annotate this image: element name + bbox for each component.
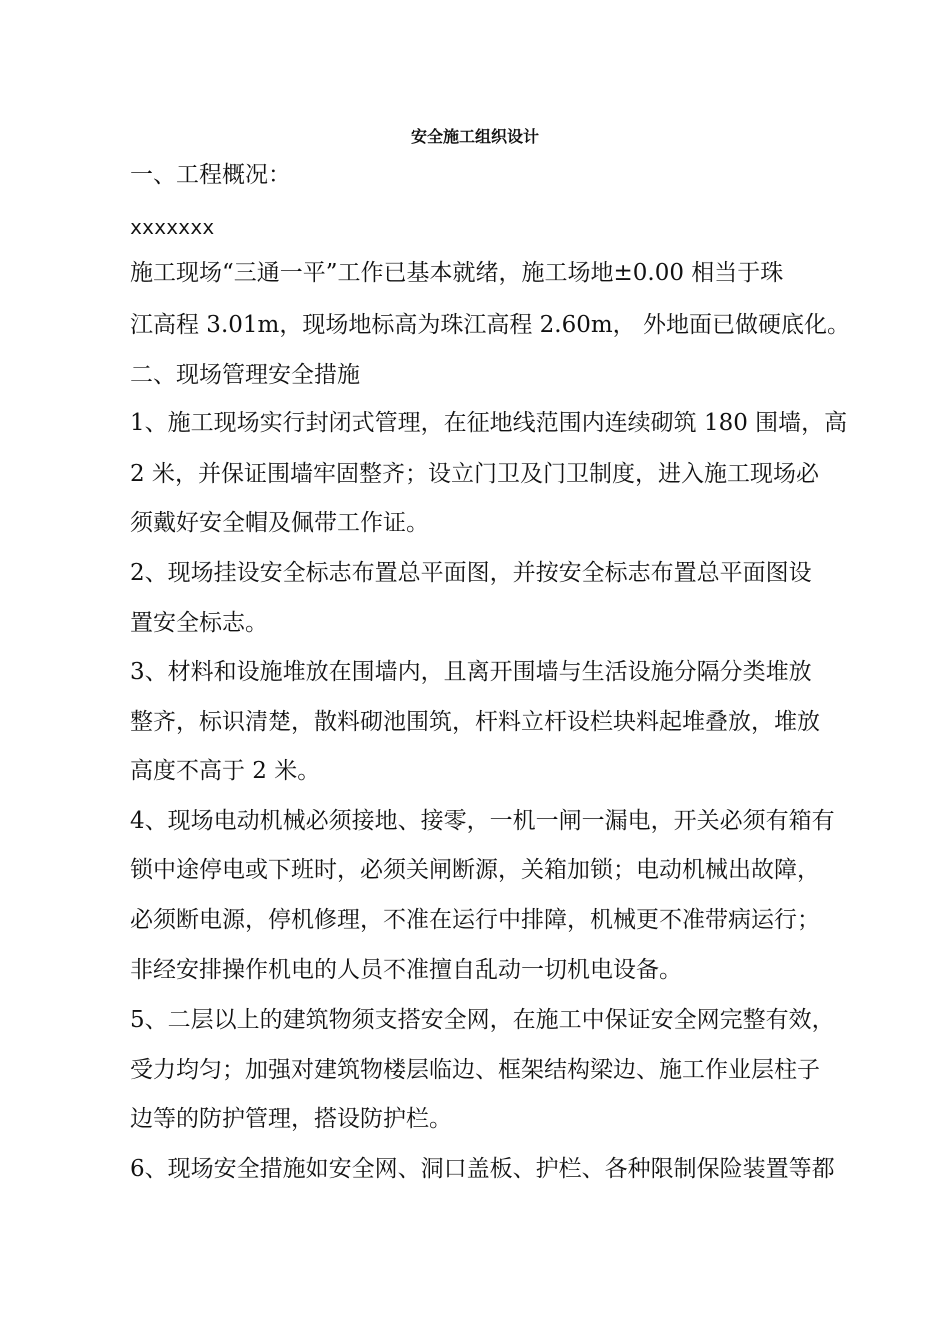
paragraph-line: 4、现场电动机械必须接地、接零，一机一闸一漏电，开关必须有箱有: [130, 808, 835, 834]
paragraph-line: 5、二层以上的建筑物须支搭安全网，在施工中保证安全网完整有效，: [130, 1007, 835, 1033]
paragraph-line: 6、现场安全措施如安全网、洞口盖板、护栏、各种限制保险装置等都: [130, 1156, 835, 1182]
paragraph-line: 边等的防护管理，搭设防护栏。: [130, 1106, 452, 1132]
paragraph-line: 高度不高于 2 米。: [130, 758, 321, 784]
placeholder-text: xxxxxxx: [130, 215, 215, 239]
paragraph-line: 整齐，标识清楚，散料砌池围筑，杆料立杆设栏块料起堆叠放，堆放: [130, 709, 820, 735]
document-title: 安全施工组织设计: [410, 127, 539, 146]
paragraph-line: 3、材料和设施堆放在围墙内，且离开围墙与生活设施分隔分类堆放: [130, 659, 812, 685]
paragraph-line: 2、现场挂设安全标志布置总平面图，并按安全标志布置总平面图设: [130, 560, 812, 586]
paragraph-line: 必须断电源，停机修理，不准在运行中排障，机械更不准带病运行；: [130, 907, 820, 933]
paragraph-line: 江高程 3.01m，现场地标高为珠江高程 2.60m， 外地面已做硬底化。: [130, 312, 850, 338]
paragraph-line: 须戴好安全帽及佩带工作证。: [130, 510, 429, 536]
paragraph-line: 施工现场“三通一平”工作已基本就绪，施工场地±0.00 相当于珠: [130, 260, 784, 286]
paragraph-line: 2 米，并保证围墙牢固整齐；设立门卫及门卫制度，进入施工现场必: [130, 461, 819, 487]
section-heading-safety-measures: 二、现场管理安全措施: [130, 362, 360, 388]
paragraph-line: 受力均匀；加强对建筑物楼层临边、框架结构梁边、施工作业层柱子: [130, 1057, 820, 1083]
paragraph-line: 非经安排操作机电的人员不准擅自乱动一切机电设备。: [130, 957, 682, 983]
paragraph-line: 置安全标志。: [130, 610, 268, 636]
paragraph-line: 1、施工现场实行封闭式管理，在征地线范围内连续砌筑 180 围墙，高: [130, 410, 848, 436]
paragraph-line: 锁中途停电或下班时，必须关闸断源，关箱加锁；电动机械出故障，: [130, 857, 820, 883]
section-heading-project-overview: 一、工程概况：: [130, 162, 291, 188]
